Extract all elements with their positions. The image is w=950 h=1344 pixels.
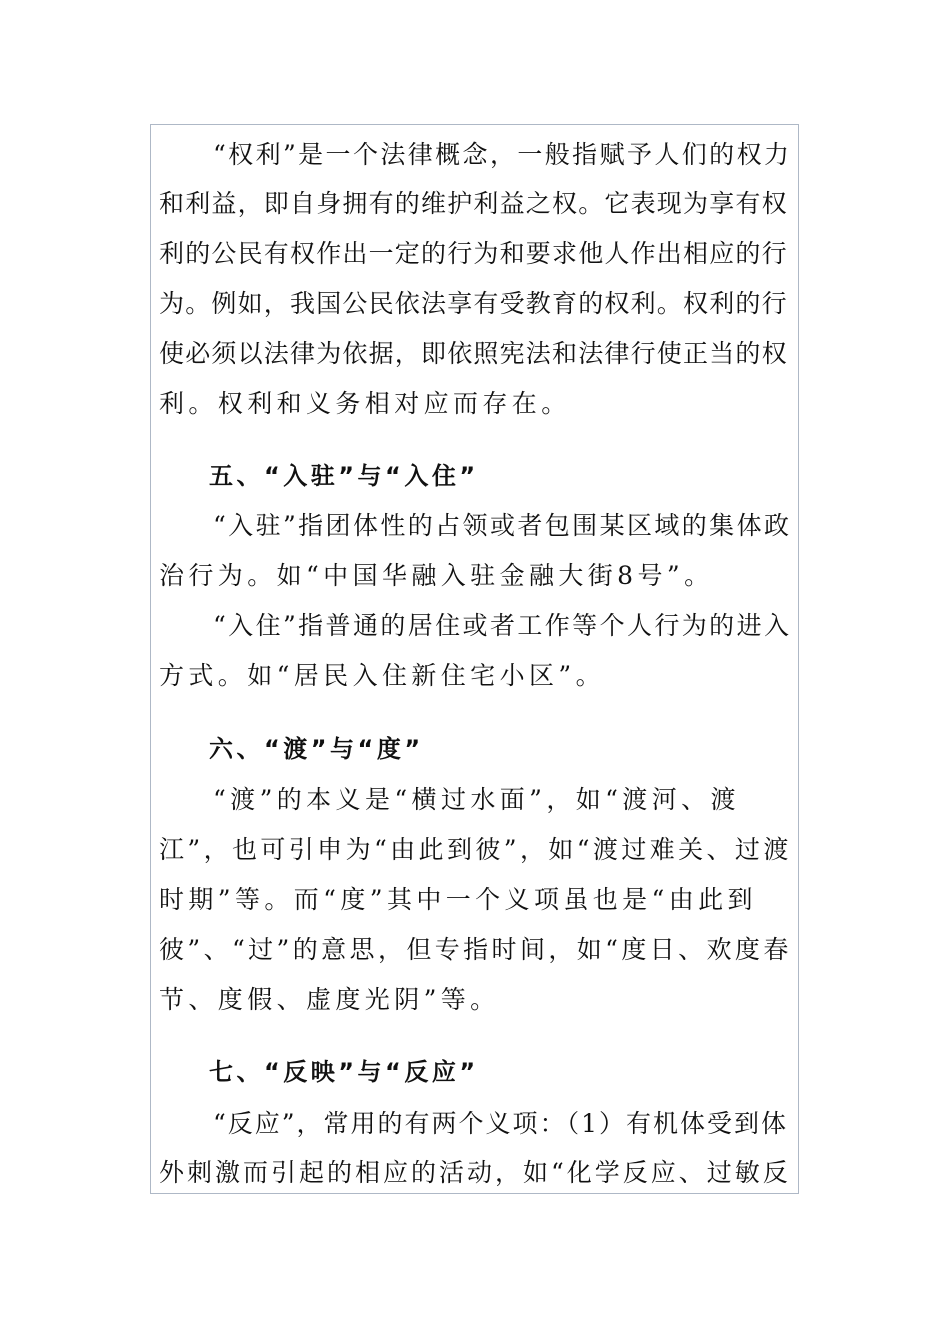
- paragraph-line: 使必须以法律为依据，即依照宪法和法律行使正当的权: [159, 339, 788, 368]
- paragraph-line: 时期”等。而“度”其中一个义项虽也是“由此到: [159, 885, 757, 914]
- paragraph-line: “渡”的本义是“横过水面”，如“渡河、渡: [213, 785, 740, 814]
- paragraph-line: “权利”是一个法律概念，一般指赋予人们的权力: [213, 140, 792, 169]
- paragraph-line: “入住”指普通的居住或者工作等个人行为的进入: [213, 611, 792, 640]
- document-page: [150, 124, 799, 1194]
- paragraph-line: 为。例如，我国公民依法享有受教育的权利。权利的行: [159, 289, 788, 318]
- paragraph-line: 外刺激而引起的相应的活动，如“化学反应、过敏反: [159, 1158, 791, 1187]
- paragraph-line: 方式。如“居民入住新住宅小区”。: [159, 661, 605, 690]
- paragraph-line: “入驻”指团体性的占领或者包围某区域的集体政: [213, 511, 792, 540]
- section-heading: 五、“入驻”与“入住”: [209, 462, 479, 490]
- paragraph-line: 彼”、“过”的意思，但专指时间，如“度日、欢度春: [159, 935, 792, 964]
- paragraph-line: 和利益，即自身拥有的维护利益之权。它表现为享有权: [159, 189, 788, 218]
- paragraph-line: 治行为。如“中国华融入驻金融大街8号”。: [159, 561, 714, 590]
- section-heading: 七、“反映”与“反应”: [209, 1058, 479, 1086]
- paragraph-line: 节、度假、虚度光阴”等。: [159, 985, 500, 1014]
- paragraph-line: 江”，也可引申为“由此到彼”，如“渡过难关、过渡: [159, 835, 792, 864]
- paragraph-line: 利。权利和义务相对应而存在。: [159, 389, 571, 418]
- paragraph-line: 利的公民有权作出一定的行为和要求他人作出相应的行: [159, 239, 788, 268]
- paragraph-line: “反应”，常用的有两个义项：（1）有机体受到体: [213, 1109, 788, 1138]
- section-heading: 六、“渡”与“度”: [209, 735, 424, 763]
